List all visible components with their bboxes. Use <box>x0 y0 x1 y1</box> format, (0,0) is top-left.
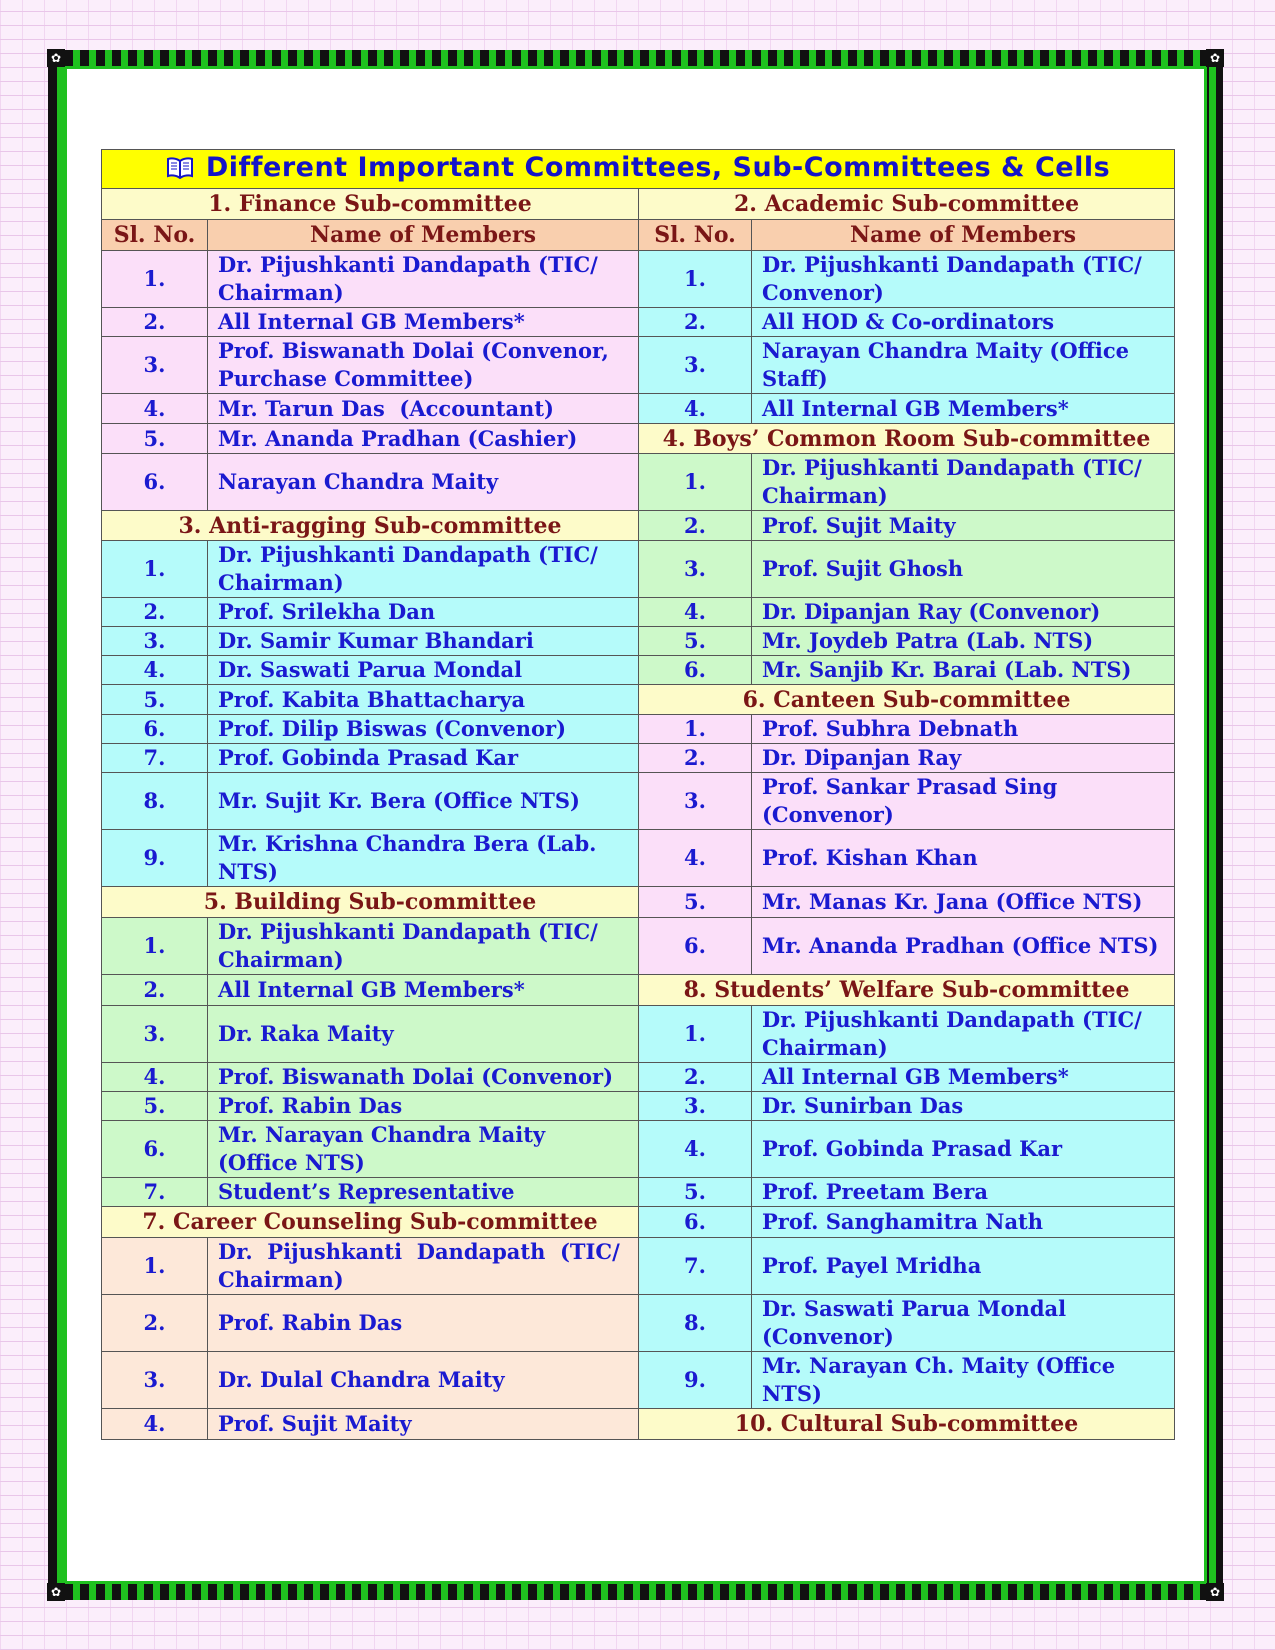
member-name: Prof. Payel Mridha <box>752 1238 1175 1295</box>
member-name: Dr. Pijushkanti Dandapath (TIC/ Chairman) <box>208 1238 639 1295</box>
column-header-sl-no: Sl. No. <box>639 220 752 251</box>
row-number: 5. <box>639 627 752 656</box>
corner-ornament-icon: ✿ <box>1206 1583 1224 1601</box>
member-name: Prof. Preetam Bera <box>752 1178 1175 1207</box>
member-name: Mr. Krishna Chandra Bera (Lab. NTS) <box>208 830 639 887</box>
row-number: 2. <box>102 975 208 1006</box>
member-name: Dr. Pijushkanti Dandapath (TIC/ Chairman) <box>208 918 639 975</box>
row-number: 1. <box>639 454 752 511</box>
member-name: Prof. Rabin Das <box>208 1092 639 1121</box>
row-number: 1. <box>639 715 752 744</box>
row-number: 4. <box>639 1121 752 1178</box>
row-number: 3. <box>102 1352 208 1409</box>
row-number: 2. <box>639 744 752 773</box>
row-number: 7. <box>102 1178 208 1207</box>
member-name: Prof. Sanghamitra Nath <box>752 1207 1175 1238</box>
member-name: All HOD & Co-ordinators <box>752 308 1175 337</box>
row-number: 6. <box>639 918 752 975</box>
row-number: 1. <box>102 251 208 308</box>
member-name: Prof. Kabita Bhattacharya <box>208 685 639 715</box>
member-name: Prof. Kishan Khan <box>752 830 1175 887</box>
member-name: Dr. Dipanjan Ray <box>752 744 1175 773</box>
section-title: 6. Canteen Sub-committee <box>639 685 1175 715</box>
member-name: Prof. Gobinda Prasad Kar <box>752 1121 1175 1178</box>
member-name: Dr. Pijushkanti Dandapath (TIC/ Chairman) <box>752 1006 1175 1063</box>
section-title: 2. Academic Sub-committee <box>639 189 1175 220</box>
row-number: 3. <box>102 337 208 394</box>
member-name: Mr. Manas Kr. Jana (Office NTS) <box>752 887 1175 918</box>
member-name: Dr. Raka Maity <box>208 1006 639 1063</box>
book-icon <box>166 157 194 185</box>
row-number: 8. <box>639 1295 752 1352</box>
corner-ornament-icon: ✿ <box>1206 49 1224 67</box>
committees-table <box>101 149 1175 1440</box>
member-name: Prof. Subhra Debnath <box>752 715 1175 744</box>
section-title: 3. Anti-ragging Sub-committee <box>102 511 639 541</box>
member-name: Student’s Representative <box>208 1178 639 1207</box>
row-number: 4. <box>102 656 208 685</box>
member-name: Mr. Narayan Chandra Maity (Office NTS) <box>208 1121 639 1178</box>
section-title: 1. Finance Sub-committee <box>102 189 639 220</box>
member-name: Prof. Sujit Maity <box>752 511 1175 541</box>
row-number: 2. <box>639 511 752 541</box>
member-name: Narayan Chandra Maity <box>208 454 639 511</box>
row-number: 9. <box>639 1352 752 1409</box>
row-number: 2. <box>639 1063 752 1092</box>
row-number: 5. <box>639 887 752 918</box>
member-name: Mr. Ananda Pradhan (Office NTS) <box>752 918 1175 975</box>
member-name: Dr. Dulal Chandra Maity <box>208 1352 639 1409</box>
page-title <box>102 150 1175 189</box>
row-number: 6. <box>102 454 208 511</box>
member-name: Dr. Dipanjan Ray (Convenor) <box>752 598 1175 627</box>
section-title: 4. Boys’ Common Room Sub-committee <box>639 424 1175 454</box>
member-name: All Internal GB Members* <box>208 308 639 337</box>
member-name: Prof. Dilip Biswas (Convenor) <box>208 715 639 744</box>
member-name: Prof. Gobinda Prasad Kar <box>208 744 639 773</box>
row-number: 9. <box>102 830 208 887</box>
member-name: Dr. Saswati Parua Mondal (Convenor) <box>752 1295 1175 1352</box>
column-header-name: Name of Members <box>752 220 1175 251</box>
row-number: 1. <box>639 1006 752 1063</box>
member-name: Narayan Chandra Maity (Office Staff) <box>752 337 1175 394</box>
section-title: 5. Building Sub-committee <box>102 887 639 918</box>
section-title: 7. Career Counseling Sub-committee <box>102 1207 639 1238</box>
row-number: 2. <box>102 598 208 627</box>
member-name: Dr. Pijushkanti Dandapath (TIC/ Chairman) <box>208 541 639 598</box>
row-number: 1. <box>102 541 208 598</box>
section-title: 10. Cultural Sub-committee <box>639 1409 1175 1440</box>
member-name: Dr. Pijushkanti Dandapath (TIC/ Chairman) <box>752 454 1175 511</box>
row-number: 2. <box>639 308 752 337</box>
row-number: 1. <box>639 251 752 308</box>
member-name: All Internal GB Members* <box>208 975 639 1006</box>
row-number: 4. <box>102 394 208 424</box>
member-name: Dr. Sunirban Das <box>752 1092 1175 1121</box>
member-name: Prof. Sankar Prasad Sing (Convenor) <box>752 773 1175 830</box>
member-name: All Internal GB Members* <box>752 394 1175 424</box>
row-number: 5. <box>102 685 208 715</box>
row-number: 3. <box>639 541 752 598</box>
member-name: Prof. Rabin Das <box>208 1295 639 1352</box>
member-name: Mr. Joydeb Patra (Lab. NTS) <box>752 627 1175 656</box>
row-number: 8. <box>102 773 208 830</box>
row-number: 1. <box>102 1238 208 1295</box>
row-number: 7. <box>102 744 208 773</box>
member-name: Dr. Saswati Parua Mondal <box>208 656 639 685</box>
member-name: Mr. Narayan Ch. Maity (Office NTS) <box>752 1352 1175 1409</box>
member-name: Prof. Srilekha Dan <box>208 598 639 627</box>
member-name: Dr. Pijushkanti Dandapath (TIC/ Chairman) <box>208 251 639 308</box>
member-name: Dr. Samir Kumar Bhandari <box>208 627 639 656</box>
row-number: 4. <box>639 394 752 424</box>
row-number: 6. <box>102 715 208 744</box>
row-number: 6. <box>639 1207 752 1238</box>
row-number: 3. <box>639 773 752 830</box>
section-title: 8. Students’ Welfare Sub-committee <box>639 975 1175 1006</box>
row-number: 4. <box>102 1063 208 1092</box>
row-number: 5. <box>639 1178 752 1207</box>
corner-ornament-icon: ✿ <box>47 1583 65 1601</box>
member-name: Mr. Ananda Pradhan (Cashier) <box>208 424 639 454</box>
row-number: 5. <box>102 1092 208 1121</box>
member-name: Mr. Sanjib Kr. Barai (Lab. NTS) <box>752 656 1175 685</box>
member-name: Mr. Tarun Das (Accountant) <box>208 394 639 424</box>
row-number: 5. <box>102 424 208 454</box>
member-name: Mr. Sujit Kr. Bera (Office NTS) <box>208 773 639 830</box>
row-number: 4. <box>639 598 752 627</box>
row-number: 1. <box>102 918 208 975</box>
column-header-name: Name of Members <box>208 220 639 251</box>
row-number: 7. <box>639 1238 752 1295</box>
row-number: 4. <box>102 1409 208 1440</box>
member-name: Prof. Sujit Maity <box>208 1409 639 1440</box>
column-header-sl-no: Sl. No. <box>102 220 208 251</box>
row-number: 6. <box>639 656 752 685</box>
row-number: 3. <box>639 337 752 394</box>
row-number: 3. <box>102 627 208 656</box>
row-number: 2. <box>102 308 208 337</box>
page-title-text: Different Important Committees, Sub-Committees & Cells <box>205 151 1111 183</box>
row-number: 4. <box>639 830 752 887</box>
row-number: 6. <box>102 1121 208 1178</box>
row-number: 2. <box>102 1295 208 1352</box>
row-number: 3. <box>102 1006 208 1063</box>
member-name: All Internal GB Members* <box>752 1063 1175 1092</box>
member-name: Prof. Biswanath Dolai (Convenor) <box>208 1063 639 1092</box>
member-name: Prof. Biswanath Dolai (Convenor, Purchase Committee) <box>208 337 639 394</box>
corner-ornament-icon: ✿ <box>47 49 65 67</box>
row-number: 3. <box>639 1092 752 1121</box>
member-name: Dr. Pijushkanti Dandapath (TIC/ Convenor) <box>752 251 1175 308</box>
member-name: Prof. Sujit Ghosh <box>752 541 1175 598</box>
